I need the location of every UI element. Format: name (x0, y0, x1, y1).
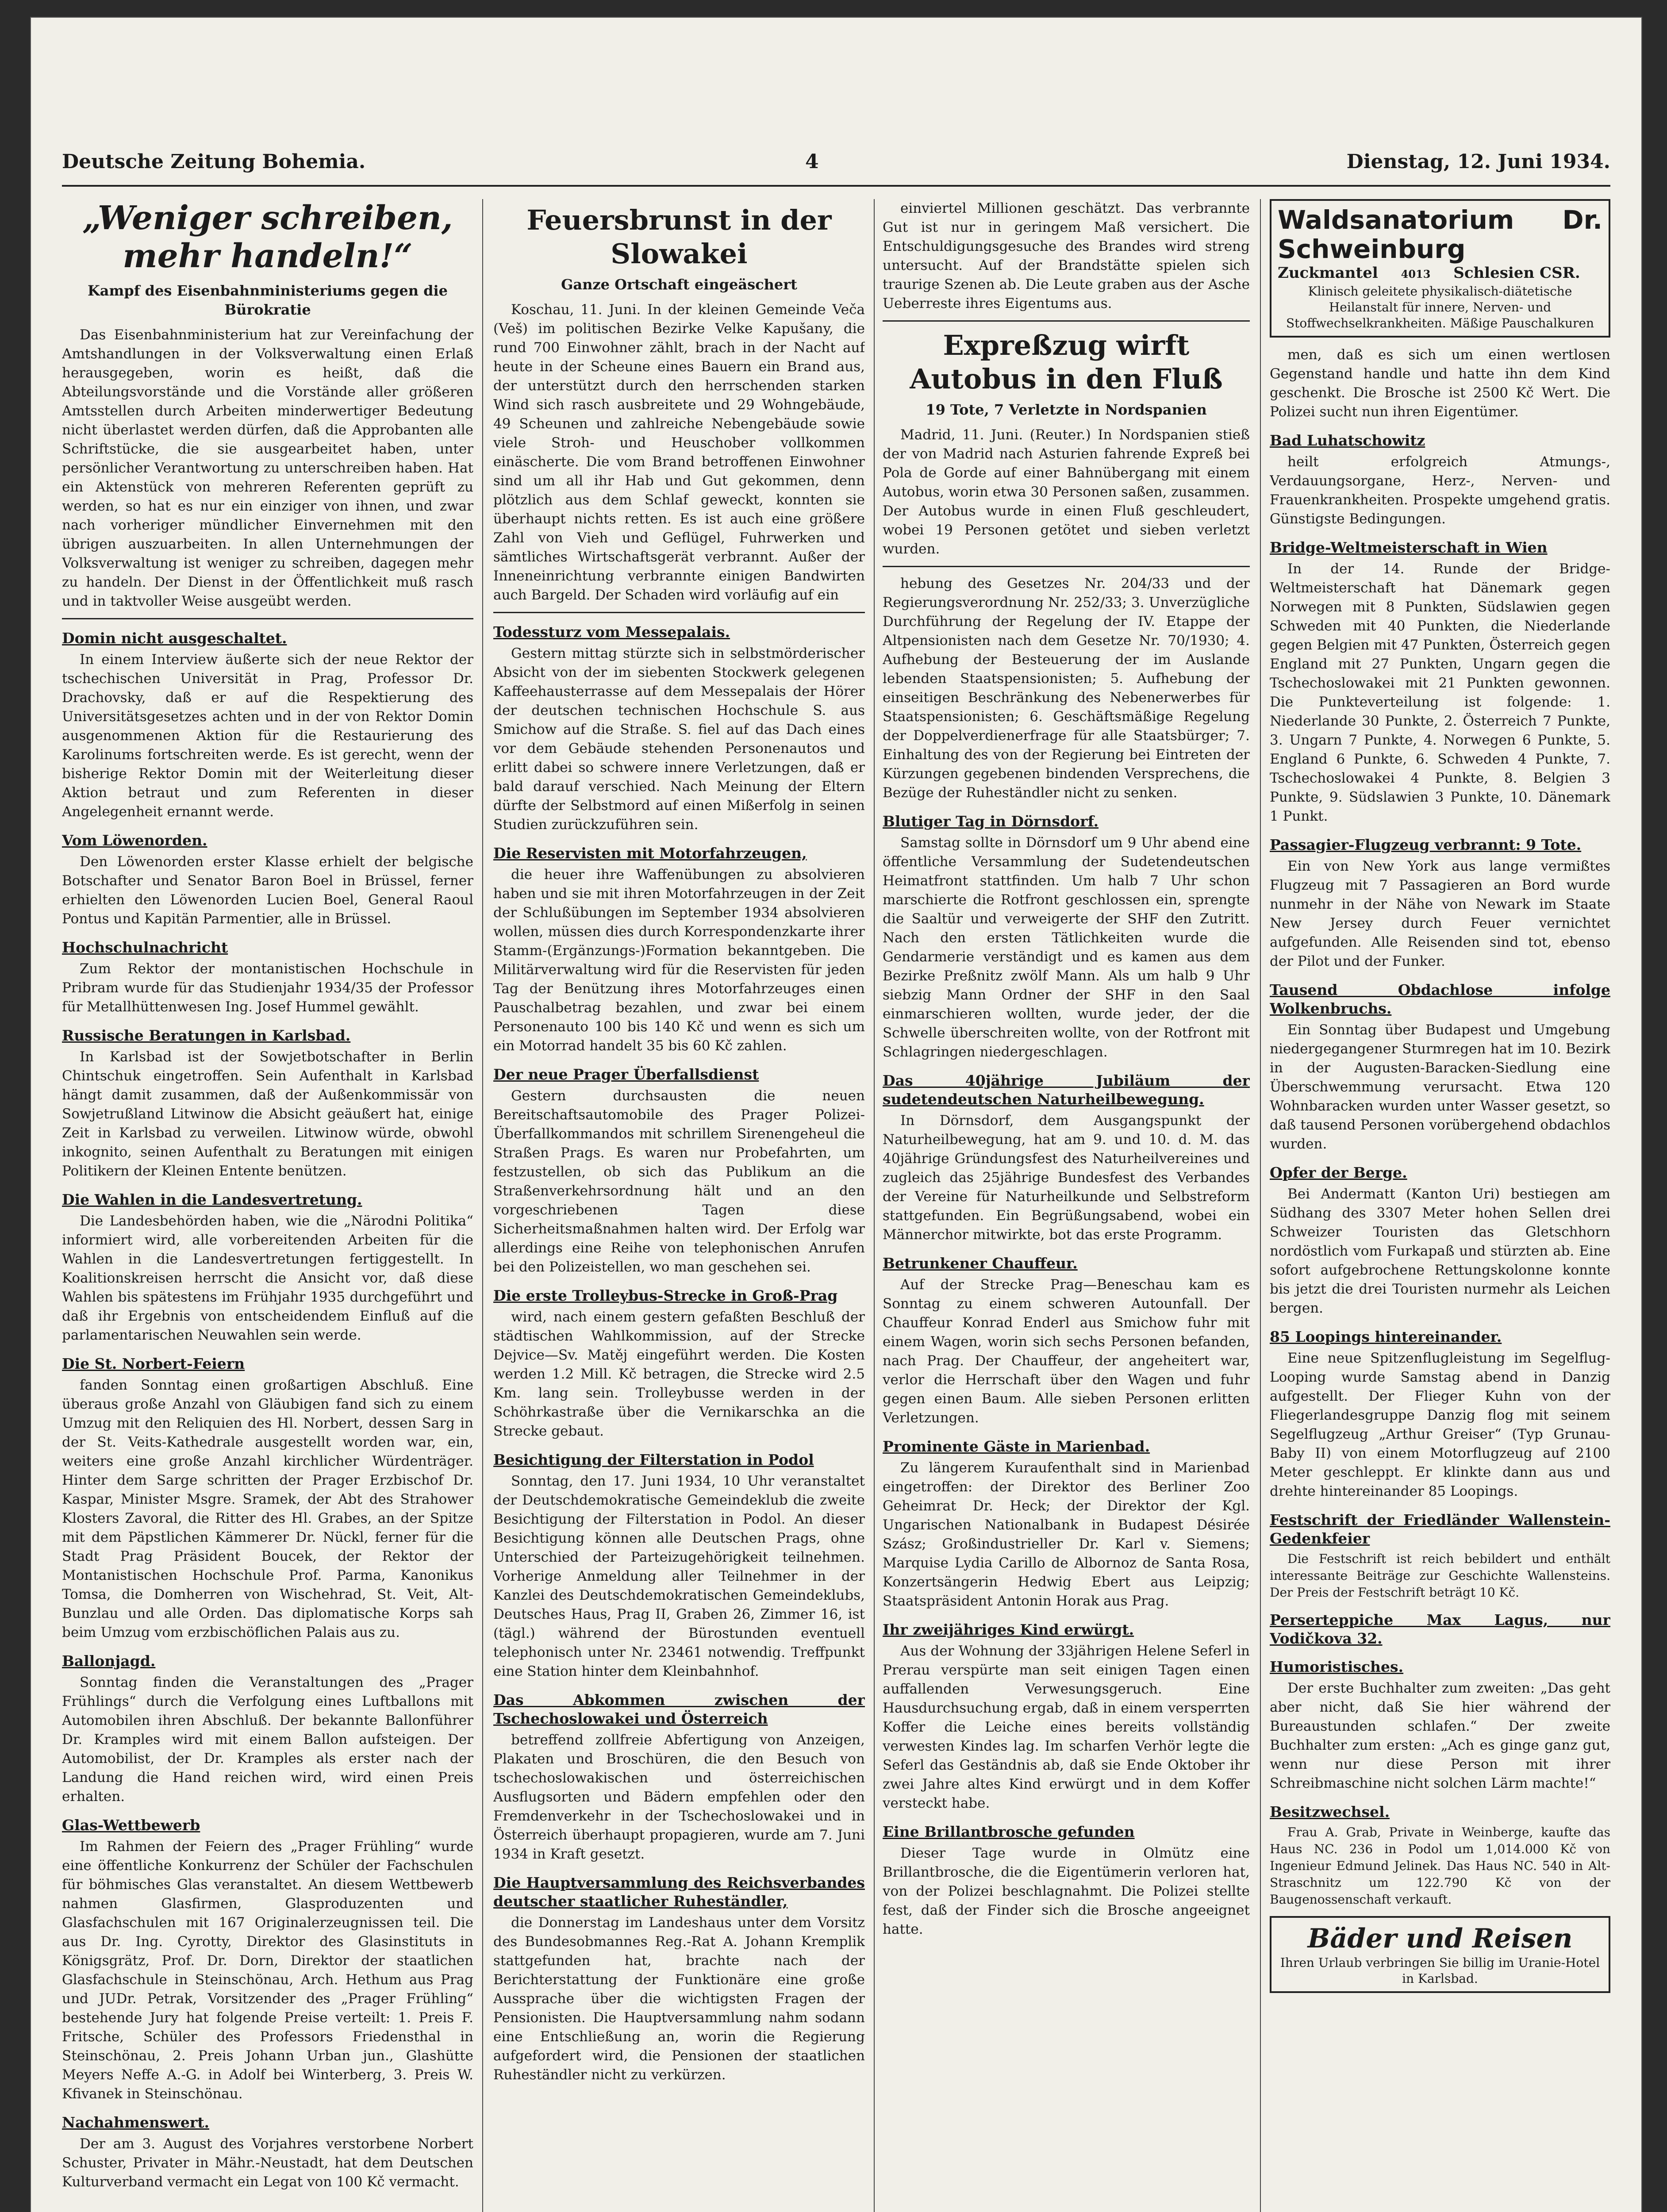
ad-heading: Perserteppiche Max Lagus, nur Vodičkova 32. (1270, 1611, 1610, 1647)
news-text: hebung des Gesetzes Nr. 204/33 und der Regierungsverordnung Nr. 252/33; 3. Unverzügliche Durchführung der Regelung der IV. Etappe der Altpensionisten nach dem Gesetze Nr. 70/1930; 4. Aufhebung der Besteuerung der im Auslande lebenden Staatspensionisten; 5. Aufhebung der einseitigen Beschränkung des Nebenerwerbes für Staatspensionisten; 6. Geschäftsmäßige Regelung der Doppelverdienerfrage für alle Staatsbürger; 7. Einhaltung des von der Regierung bei Eintreten der Kürzungen gegebenen bindenden Versprechens, die Bezüge der Ruheständler nicht zu senken. (883, 576, 1250, 801)
ad-heading: Bad Luhatschowitz (1270, 432, 1425, 449)
news-text: Im Rahmen der Feiern des „Prager Frühling“ wurde eine öffentliche Konkurrenz der Schüler der Fachschulen für böhmisches Glas veranstaltet. An diesem Wettbewerb nahmen Glasfirmen, Glasproduzenten und Glasfachschulen mit 167 Originalerzeugnissen teil. Die aus Dr. Ing. Cyrotty, Direktor des Glasinstituts in Königsgrätz, Prof. Dr. Dorn, Direktor der staatlichen Glasfachschule in Steinschönau, Arch. Hethum aus Prag und JUDr. Petrak, Vorsitzender des „Prager Frühling“ bestehende Jury hat folgende Preise verteilt: 1. Preis F. Fritsche, Schüler des Professors Friedensthal in Steinschönau, 2. Preis Johann Urban jun., Glashütte Meyers Neffe A.-G. in Adolf bei Winterberg, 3. Preis W. Kfivanek in Steinschönau. (62, 1839, 473, 2102)
news-heading: Blutiger Tag in Dörnsdorf. (883, 813, 1099, 830)
news-heading: Hochschulnachricht (62, 939, 228, 956)
news-text: men, daß es sich um einen wertlosen Gegenstand handle und hatte ihn dem Kind geschenkt. Die Brosche ist 2500 Kč Wert. Die Polizei sucht nun ihren Eigentümer. (1270, 347, 1610, 420)
separator (883, 320, 1250, 322)
news-text: In einem Interview äußerte sich der neue Rektor der tschechischen Universität in Prag, Professor Dr. Drachovsky, daß er auf die Respektierung des Universitätsgesetzes achten und in der von Rektor Domin ausgenommenen Aktion für die Restaurierung des Karolinums fortschreiten werde. Es ist gerecht, wenn der bisherige Rektor Domin mit der Weiterleitung dieser Aktion betraut und zum Referenten in dieser Angelegenheit ernannt werde. (62, 652, 473, 820)
article-subheadline: Kampf des Eisenbahnministeriums gegen die Bürokratie (87, 282, 448, 318)
ad-text: Ihren Urlaub verbringen Sie billig im Uranie-Hotel in Karlsbad. (1280, 1955, 1600, 1986)
news-text: Samstag sollte in Dörnsdorf um 9 Uhr abend eine öffentliche Versammlung der Sudetendeutschen Heimatfront stattfinden. Um halb 7 Uhr schon marschierte die Rotfront geschlossen ein, sprengte die Saaltür und verweigerte der SHF den Zutritt. Nach den ersten Tätlichkeiten wurde die Gendarmerie verständigt und es kamen aus dem Bezirke Preßnitz zwölf Mann. Als um halb 9 Uhr siebzig Mann Ordner der SHF in den Saal einmarschieren wollten, wurde jeder, der die Schwelle überschreiten wollte, von der Rotfront mit Schlagringen niedergeschlagen. (883, 835, 1250, 1060)
article-headline: „Weniger schreiben, mehr handeln!“ (82, 199, 453, 275)
news-text: Der erste Buchhalter zum zweiten: „Das geht aber nicht, daß Sie hier während der Bureaustunden schlafen.“ Der zweite Buchhalter zum ersten: „Ach es ginge ganz gut, wenn nur diese Person mit ihrer Schreibmaschine nicht solchen Lärm machte!“ (1270, 1680, 1610, 1791)
article-headline: Feuersbrunst in der Slowakei (526, 204, 832, 270)
news-text: betreffend zollfreie Abfertigung von Anzeigen, Plakaten und Broschüren, die den Besuch von tschechoslowakischen und österreichischen Ausflugsorten und Bädern empfehlen oder den Fremdenverkehr in der Tschechoslowakei und in Österreich überhaupt propagieren, wurde am 7. Juni 1934 in Kraft gesetzt. (493, 1732, 865, 1862)
article-subheadline: 19 Tote, 7 Verletzte in Nordspanien (926, 401, 1207, 418)
news-heading: Besichtigung der Filterstation in Podol (493, 1451, 814, 1468)
ad-text: Klinisch geleitete physikalisch-diätetische Heilanstalt für innere, Nerven- und Stoffwechselkrankheiten. Mäßige Pauschalkuren (1286, 284, 1594, 330)
column-2 (493, 199, 865, 2212)
news-heading: Todessturz vom Messepalais. (493, 623, 730, 641)
sanatorium-advertisement (1270, 199, 1610, 338)
news-text: Gestern mittag stürzte sich in selbstmörderischer Absicht von der im siebenten Stockwerk gelegenen Kaffeehausterrasse auf dem Messepalais der Hörer der deutschen technischen Hochschule S. aus Smichow auf die Straße. S. fiel auf das Dach eines vor dem Gebäude stehenden Personenautos und erlitt dabei so schwere innere Verletzungen, daß er bald darauf verschied. Nach Meinung der Eltern dürfte der Selbstmord auf einen Mißerfolg in seinen Studien zurückzuführen sein. (493, 645, 865, 833)
news-text: Frau A. Grab, Private in Weinberge, kaufte das Haus NC. 236 in Podol um 1,014.000 Kč von Ingenieur Edmund Jelinek. Das Haus NC. 540 in Alt-Straschnitz um 122.790 Kč von der Baugenossenschaft verkauft. (1270, 1825, 1610, 1907)
news-heading: Russische Beratungen in Karlsbad. (62, 1027, 351, 1044)
ad-region: Schlesien CSR. (1453, 264, 1580, 282)
news-text: fanden Sonntag einen großartigen Abschluß. Eine überaus große Anzahl von Gläubigen fand sich zu einem Umzug mit den Reliquien des Hl. Norbert, dessen Sarg in der St. Veits-Kathedrale ausgestellt worden war, ein, weiters eine große Anzahl kirchlicher Würdenträger. Hinter dem Sarge schritten der Prager Erzbischof Dr. Kaspar, Minister Msgre. Sramek, der Abt des Strahower Klosters Zavoral, die Ritter des Hl. Grabes, an der Spitze mit dem Päpstlichen Kämmerer Dr. Nückl, ferner für die Stadt Prag Präsident Boucek, der Rektor der Montanistischen Hochschule Prof. Parma, Kanonikus Tomsa, die Domherren von Wischehrad, St. Veit, Alt-Bunzlau und alle Orden. Das diplomatische Korps sah beim Umzug vom erzbischöflichen Palais aus zu. (62, 1377, 473, 1640)
column-divider (874, 199, 875, 2212)
news-heading: Ballonjagd. (62, 1652, 156, 1670)
news-heading: Bridge-Weltmeisterschaft in Wien (1270, 539, 1548, 556)
news-text: In Dörnsdorf, dem Ausgangspunkt der Naturheilbewegung, hat am 9. und 10. d. M. das 40jährige Gründungsfest des Naturheilvereines und zugleich das 25jährige Bundesfest des Verbandes der Vereine für Naturheilkunde und Selbstreform stattgefunden. Ein Begrüßungsabend, wobei ein Männerchor mitwirkte, bot das erste Programm. (883, 1113, 1250, 1243)
news-text: Sonntag, den 17. Juni 1934, 10 Uhr veranstaltet der Deutschdemokratische Gemeindeklub die zweite Besichtigung der Filterstation in Podol. An dieser Besichtigung können alle Deutschen Prags, ohne Unterschied der Parteizugehörigkeit teilnehmen. Vorherige Anmeldung aller Teilnehmer in der Kanzlei des Deutschdemokratischen Gemeindeklubs, Deutsches Haus, Prag II, Graben 26, Zimmer 16, ist (tägl.) während der Bürostunden eventuell telephonisch unter Nr. 23461 notwendig. Treffpunkt eine Station hinter dem Kleinbahnhof. (493, 1473, 865, 1679)
news-heading: Das Abkommen zwischen der Tschechoslowakei und Österreich (493, 1691, 865, 1727)
news-text: wird, nach einem gestern gefaßten Beschluß der städtischen Wahlkommission, auf der Strecke Dejvice—Sv. Matěj eingeführt werden. Die Kosten werden 1.2 Mill. Kč betragen, die Strecke wird 2.5 Km. lang sein. Trolleybusse werden in der Schöhrkastraße über die Vernikarschka an die Strecke gebaut. (493, 1309, 865, 1439)
separator (62, 618, 473, 619)
news-text: Eine neue Spitzenflugleistung im Segelflug-Looping wurde Samstag abend in Danzig aufgestellt. Der Flieger Kuhn von der Fliegerlandesgruppe Danzig flog mit seinem Segelflugzeug „Arthur Greiser“ (Typ Grunau-Baby II) von einem Motorflugzeug auf 2100 Meter geschleppt. Er klinkte dann aus und drehte hintereinander 85 Loopings. (1270, 1350, 1610, 1499)
news-heading: Prominente Gäste in Marienbad. (883, 1438, 1150, 1455)
news-heading: Die St. Norbert-Feiern (62, 1355, 245, 1372)
news-heading: Domin nicht ausgeschaltet. (62, 630, 287, 647)
ad-text: heilt erfolgreich Atmungs-, Verdauungsorgane, Herz-, Nerven- und Frauenkrankheiten. Prospekte umgehend gratis. Günstigste Bedingungen. (1270, 454, 1610, 527)
news-heading: Glas-Wettbewerb (62, 1816, 200, 1834)
news-text: die heuer ihre Waffenübungen zu absolvieren haben und sie mit ihren Motorfahrzeugen in der Zeit der Schlußübungen im September 1934 absolvieren wollen, müssen dies durch Korrespondenzkarte ihrer Stamm-(Ergänzungs-)Formation bekanntgeben. Die Militärverwaltung wird für die Reservisten für jeden Tag der Benützung ihres Motorfahrzeuges einen Pauschalbetrag bezahlen, und zwar bei einem Personenauto 100 bis 140 Kč und wenn es sich um ein Motorrad handelt 35 bis 60 Kč zahlen. (493, 867, 865, 1054)
news-text: Auf der Strecke Prag—Beneschau kam es Sonntag zu einem schweren Autounfall. Der Chauffeur Konrad Enderl aus Smichow fuhr mit einem Wagen, worin sich sechs Personen befanden, nach Prag. Der Chauffeur, der angeheitert war, verlor die Herrschaft über den Wagen und fuhr gegen einen Baum. Alle sieben Personen erlitten Verletzungen. (883, 1277, 1250, 1426)
news-heading: Das 40jährige Jubiläum der sudetendeutschen Naturheilbewegung. (883, 1072, 1250, 1108)
news-text: Gestern durchsausten die neuen Bereitschaftsautomobile des Prager Polizei-Überfallkommandos mit schrillem Sirenengeheul die Straßen Prags. Es waren nur Probefahrten, um festzustellen, ob sich das Publikum an die Straßenverkehrsordnung hält und an den vorgeschriebenen Tagen diese Sicherheitsmaßnahmen halten wird. Der Erfolg war allerdings eine Reihe von telephonischen Anrufen bei den Polizeistellen, wo man geschehen sei. (493, 1088, 865, 1275)
news-text: Ein Sonntag über Budapest und Umgebung niedergegangener Sturmregen hat im 10. Bezirk in der Augusten-Baracken-Siedlung eine Überschwemmung verursacht. Etwa 120 Wohnbaracken wurden unter Wasser gesetzt, so daß tausend Personen vorübergehend obdachlos wurden. (1270, 1022, 1610, 1152)
article-headline: Expreßzug wirft Autobus in den Fluß (910, 329, 1223, 395)
article-subheadline: Ganze Ortschaft eingeäschert (561, 276, 797, 293)
news-heading: Ihr zweijähriges Kind erwürgt. (883, 1621, 1134, 1638)
news-heading: Die Reservisten mit Motorfahrzeugen, (493, 845, 807, 862)
news-heading: Besitzwechsel. (1270, 1803, 1390, 1820)
news-heading: Betrunkener Chauffeur. (883, 1255, 1078, 1272)
news-text: In Karlsbad ist der Sowjetbotschafter in Berlin Chintschuk eingetroffen. Sein Aufenthalt in Karlsbad hängt damit zusammen, daß der Außenkommissär von Sowjetrußland Litwinow die Absicht geäußert hat, einige Zeit in Karlsbad zu verweilen. Litwinow würde, obwohl inkognito, seinen Aufenthalt zu Beratungen mit einigen Politikern der Kleinen Entente benützen. (62, 1049, 473, 1179)
news-text: Die Landesbehörden haben, wie die „Närodni Politika“ informiert wird, alle vorbereitenden Arbeiten für die Wahlen in die Landesvertretungen fertiggestellt. In Koalitionskreisen herrscht die Ansicht vor, daß diese Wahlen bis spätestens im Frühjahr 1935 durchgeführt und daß ihr Ergebnis von entscheidendem Einfluß auf die parlamentarischen Neuwahlen sein werde. (62, 1213, 473, 1343)
separator (493, 612, 865, 613)
ad-title: Waldsanatorium Dr. Schweinburg (1278, 205, 1602, 264)
news-heading: Festschrift der Friedländer Wallenstein-Gedenkfeier (1270, 1511, 1610, 1547)
news-heading: Humoristisches. (1270, 1658, 1404, 1675)
article-continuation: einviertel Millionen geschätzt. Das verbrannte Gut ist nur in geringem Maß versichert. Die Entschuldigungsgesuche des Brandes wird streng untersucht. Auf der Brandstätte spielen sich traurige Szenen ab. Die Leute graben aus der Asche Ueberreste ihres Eigentums aus. (883, 200, 1250, 311)
newspaper-page (31, 18, 1641, 2212)
ad-number: 4013 (1401, 268, 1431, 280)
page-header (62, 150, 1610, 186)
news-text: Zum Rektor der montanistischen Hochschule in Pribram wurde für das Studienjahr 1934/35 der Professor für Metallhüttenwesen Ing. Josef Hummel gewählt. (62, 961, 473, 1015)
column-3 (883, 199, 1250, 2212)
news-heading: Vom Löwenorden. (62, 832, 207, 849)
ad-location (1278, 264, 1602, 284)
news-heading: 85 Loopings hintereinander. (1270, 1328, 1502, 1345)
news-heading: Passagier-Flugzeug verbrannt: 9 Tote. (1270, 836, 1582, 853)
news-heading: Die Hauptversammlung des Reichsverbandes deutscher staatlicher Ruheständler, (493, 1874, 865, 1910)
article-body: Koschau, 11. Juni. In der kleinen Gemeinde Veča (Veš) im politischen Bezirke Velke Kapušany, die rund 700 Einwohner zählt, brach in der Nacht auf heute in der Scheune eines Bauern ein Brand aus, der unterstützt durch den herrschenden starken Wind sich rasch ausbreitete und 29 Wohngebäude, 49 Scheunen und zahlreiche Nebengebäude sowie viele Stroh- und Heuschober vollkommen einäscherte. Die vom Brand betroffenen Einwohner sind um all ihr Hab und Gut gekommen, denn plötzlich aus dem Schlaf geweckt, konnten sie überhaupt nichts retten. Es ist auch eine größere Zahl von Vieh und Geflügel, Fuhrwerken und sämtliches Wirtschaftsgerät verbrannt. Außer der Inneneinrichtung verbrannte einigen Bandwirten auch Bargeld. Der Schaden wird vorläufig auf ein (493, 302, 865, 603)
news-text: Der am 3. August des Vorjahres verstorbene Norbert Schuster, Privater in Mähr.-Neustadt, hat dem Deutschen Kulturverband vermacht ein Legat von 100 Kč vermacht. (62, 2136, 473, 2190)
page-number: 4 (805, 150, 819, 173)
header-rule (62, 185, 1610, 187)
news-text: Die Festschrift ist reich bebildert und enthält interessante Beiträge zur Geschichte Wallensteins. Der Preis der Festschrift beträgt 10 Kč. (1270, 1551, 1610, 1600)
separator (883, 566, 1250, 567)
news-heading: Die Wahlen in die Landesvertretung. (62, 1191, 362, 1208)
column-divider (482, 199, 483, 2212)
ad-title: Bäder und Reisen (1307, 1923, 1573, 1954)
news-heading: Eine Brillantbrosche gefunden (883, 1823, 1135, 1840)
travel-advertisement (1270, 1916, 1610, 1993)
news-text: Bei Andermatt (Kanton Uri) bestiegen am Südhang des 3307 Meter hohen Sellen drei Schweizer Touristen das Gletschhorn nordöstlich vom Furkapaß und stürzten ab. Eine sofort aufgebrochene Rettungskolonne konnte bis jetzt die drei Touristen nurmehr als Leichen bergen. (1270, 1186, 1610, 1316)
column-1 (62, 199, 473, 2212)
article-body: Madrid, 11. Juni. (Reuter.) In Nordspanien stieß der von Madrid nach Asturien fahrende Expreß bei Pola de Gorde auf einer Bahnübergang mit einem Autobus, worin etwa 30 Personen saßen, zusammen. Der Autobus wurde in einen Fluß geschleudert, wobei 19 Personen getötet und sieben verletzt wurden. (883, 427, 1250, 557)
news-text: die Donnerstag im Landeshaus unter dem Vorsitz des Bundesobmannes Reg.-Rat A. Johann Kremplik stattgefunden hat, brachte nach der Berichterstattung der Funktionäre eine große Aussprache über die wichtigsten Fragen der Pensionisten. Die Hauptversammlung nahm sodann eine Entschließung an, worin die Regierung aufgefordert wird, die Pensionen der staatlichen Ruheständler nicht zu verkürzen. (493, 1915, 865, 2083)
news-text: Sonntag finden die Veranstaltungen des „Prager Frühlings“ durch die Verfolgung eines Luftballons mit Automobilen ihren Abschluß. Der bekannte Ballonführer Dr. Kramples wird mit einem Ballon aufsteigen. Der Automobilist, der Dr. Kramples als erster nach der Landung die Hand reichen wird, wird einen Preis erhalten. (62, 1674, 473, 1805)
news-text: Aus der Wohnung der 33jährigen Helene Seferl in Prerau verspürte man seit einigen Tagen einen auffallenden Verwesungsgeruch. Eine Hausdurchsuchung ergab, daß in einem versperrten Koffer die Leiche eines bereits vollständig verwesten Kindes lag. Im scharfen Verhör legte die Seferl das Geständnis ab, daß sie Ende Oktober ihr zwei Jahre altes Kind erwürgt und in dem Koffer versteckt habe. (883, 1643, 1250, 1811)
news-text: Ein von New York aus lange vermißtes Flugzeug mit 7 Passagieren an Bord wurde nunmehr in der Nähe von Newark im Staate New Jersey durch Feuer vernichtet aufgefunden. Alle Reisenden sind tot, ebenso der Pilot und der Funker. (1270, 858, 1610, 969)
news-text: Den Löwenorden erster Klasse erhielt der belgische Botschafter und Senator Baron Boel in Brüssel, ferner erhielten den Löwenorden Lucien Boel, General Raoul Pontus und Kapitän Parmentier, alle in Brüssel. (62, 854, 473, 927)
paper-name: Deutsche Zeitung Bohemia. (62, 150, 366, 173)
news-heading: Die erste Trolleybus-Strecke in Groß-Prag (493, 1287, 838, 1304)
article-body: Das Eisenbahnministerium hat zur Vereinfachung der Amtshandlungen in der Volksverwaltung einen Erlaß herausgegeben, worin es heißt, daß die Abteilungsvorstände und die Vorstände aller größeren Amtsstellen durch Arbeiten minderwertiger Bedeutung nicht überlastet werden dürfen, daß die Approbanten alle Schriftstücke, die sie ausgearbeitet haben, unter persönlicher Verantwortung zu unterschreiben haben. Hat ein Aktenstück von mehreren Referenten geprüft zu werden, so hat es nur ein einziger von ihnen, und zwar nach vorheriger mündlicher Einvernehmen mit den übrigen auszuarbeiten. In allen Unternehmungen der Volksverwaltung ist weniger zu schreiben, dagegen mehr zu handeln. Der Dienst in der Öffentlichkeit muß rasch und in taktvoller Weise ausgeübt werden. (62, 327, 473, 609)
news-heading: Opfer der Berge. (1270, 1164, 1407, 1181)
news-heading: Tausend Obdachlose infolge Wolkenbruchs. (1270, 981, 1610, 1017)
news-text: Zu längerem Kuraufenthalt sind in Marienbad eingetroffen: der Direktor des Berliner Zoo Geheimrat Dr. Heck; der Direktor der Kgl. Ungarischen Nationalbank in Budapest Désirée Szász; Großindustrieller Dr. Karl v. Siemens; Marquise Lydia Carillo de Albornoz de Santa Rosa, Konzertsängerin Hedwig Ebert aus Leipzig; Staatspräsident Antonin Horak aus Prag. (883, 1460, 1250, 1609)
column-4 (1270, 199, 1610, 2212)
news-text: In der 14. Runde der Bridge-Weltmeisterschaft hat Dänemark gegen Norwegen mit 8 Punkten, Südslawien gegen Schweden mit 40 Punkten, die Niederlande gegen Belgien mit 47 Punkten, Österreich gegen England mit 27 Punkten, Ungarn gegen die Tschechoslowakei mit 21 Punkten gewonnen. Die Punkteverteilung ist folgende: 1. Niederlande 30 Punkte, 2. Österreich 7 Punkte, 3. Ungarn 7 Punkte, 4. Norwegen 6 Punkte, 5. England 6 Punkte, 6. Schweden 4 Punkte, 7. Tschechoslowakei 4 Punkte, 8. Belgien 3 Punkte, 9. Südslawien 3 Punkte, 10. Dänemark 1 Punkt. (1270, 561, 1610, 824)
ad-place: Zuckmantel (1278, 264, 1378, 282)
issue-date: Dienstag, 12. Juni 1934. (1346, 150, 1610, 173)
news-heading: Nachahmenswert. (62, 2114, 210, 2131)
news-heading: Der neue Prager Überfallsdienst (493, 1066, 759, 1083)
column-divider (1260, 199, 1261, 2212)
news-text: Dieser Tage wurde in Olmütz eine Brillantbrosche, die die Eigentümerin verloren hat, von der Polizei beschlagnahmt. Die Polizei stellte fest, daß der Finder sich die Brosche angeeignet hatte. (883, 1845, 1250, 1937)
